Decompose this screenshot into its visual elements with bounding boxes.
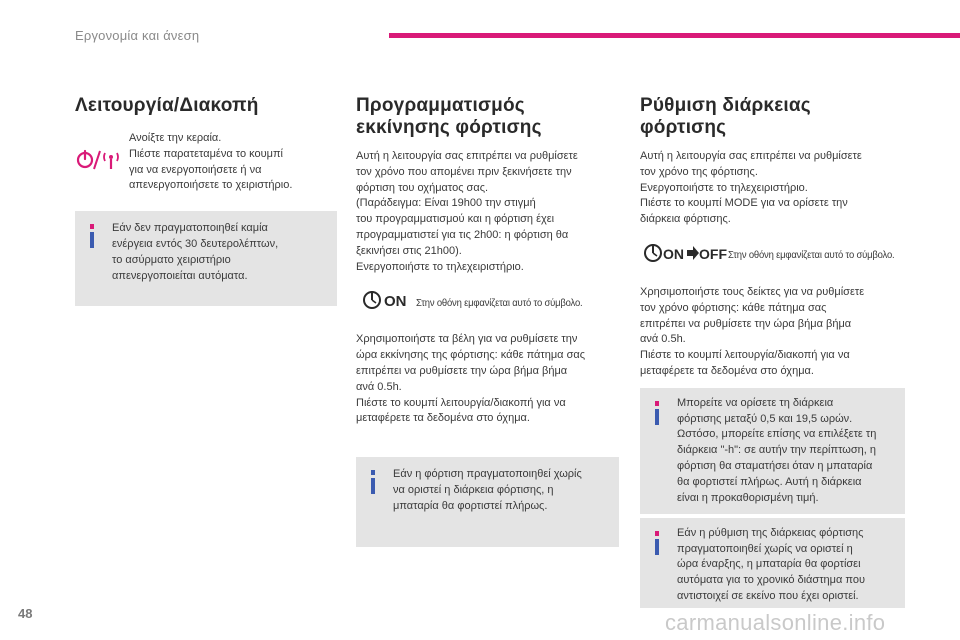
screen-symbol-row [362,289,619,316]
info-text-duration-range: Μπορείτε να ορίσετε τη διάρκεια φόρτισης μεταξύ 0,5 και 19,5 ωρών. Ωστόσο, μπορείτε επίσης να επιλέξετε τη διάρκεια "-h": σε αυτήν την περίπτωση, η φόρτιση θα σταματήσει όταν η μπαταρία θα φορτιστεί πλήρως. Αυτή η διάρκεια είναι η προκαθορισμένη τιμή. [677,396,877,504]
charge-duration-text-1: Αυτή η λειτουργία σας επιτρέπει να ρυθμίσετε τον χρόνο της φόρτισης. Ενεργοποιήστε το τηλεχειριστήριο. Πιέστε το κουμπί MODE για να ορίσετε την διάρκεια φόρτισης. [640,150,862,226]
info-box-auto-duration [640,518,905,608]
screen-symbol-label: Στην οθόνη εμφανίζεται αυτό το σύμβολο. [416,296,583,309]
svg-text:ON: ON [663,245,684,262]
section-title: Εργονομία και άνεση [75,28,200,43]
watermark: carmanualsonline.info [665,610,886,635]
header-accent-bar [389,33,960,38]
power-remote-icon [75,131,129,178]
heading-charge-start: Προγραμματισμός εκκίνησης φόρτισης [356,95,542,138]
heading-on-off: Λειτουργία/Διακοπή [75,95,259,116]
clock-power-on-icon [362,289,408,316]
info-box-full-charge [356,457,619,547]
info-text-auto-off: Εάν δεν πραγματοποιηθεί καμία ενέργεια εντός 30 δευτερολέπτων, το ασύρματο χειριστήριο απενεργοποιείται αυτόματα. [112,222,279,282]
charge-start-text-2: Χρησιμοποιήστε τα βέλη για να ρυθμίσετε την ώρα εκκίνησης της φόρτισης: κάθε πάτημα σας επιτρέπει να ρυθμίσετε την ώρα βήμα βήμα ανά 0.5h. Πιέστε το κουμπί λειτουργία/διακοπή για να μεταφέρετε τα δεδομένα στο όχημα. [356,333,586,425]
svg-text:OFF: OFF [699,245,727,262]
clock-on-off-icon [644,242,727,269]
info-text-full-charge: Εάν η φόρτιση πραγματοποιηθεί χωρίς να οριστεί η διάρκεια φόρτισης, η μπαταρία θα φορτιστεί πλήρως. [393,468,582,512]
heading-charge-duration: Ρύθμιση διάρκειας φόρτισης [640,95,811,138]
column-charge-duration [640,95,905,608]
info-icon [652,401,662,425]
charge-duration-text-2: Χρησιμοποιήστε τους δείκτες για να ρυθμίσετε τον χρόνο φόρτισης: κάθε πάτημα σας επιτρέπει να ρυθμίσετε την ώρα βήμα βήμα ανά 0.5h. Πιέστε το κουμπί λειτουργία/διακοπή για να μεταφέρετε τα δεδομένα στο όχημα. [640,285,865,377]
on-off-text: Ανοίξτε την κεραία. Πιέστε παρατεταμένα το κουμπί για να ενεργοποιήσετε ή να απενεργοποιήσετε το χειριστήριο. [129,132,293,192]
svg-text:ON: ON [384,293,407,311]
screen-symbol-row-duration [644,242,905,269]
column-charge-start [356,95,619,547]
page-number: 48 [18,606,33,621]
info-box-duration-range [640,388,905,514]
info-box-auto-off [75,211,337,306]
screen-symbol-label-duration: Στην οθόνη εμφανίζεται αυτό το σύμβολο. [728,249,895,262]
info-icon [652,531,662,555]
info-text-auto-duration: Εάν η ρύθμιση της διάρκειας φόρτισης πραγματοποιηθεί χωρίς να οριστεί η ώρα έναρξης, η μπαταρία θα φορτίσει αυτόματα για το χρονικό διάστημα που αντιστοιχεί σε εκείνο που έχει οριστεί. [677,526,865,602]
column-on-off [75,95,337,306]
info-icon [368,470,378,494]
charge-start-text-1: Αυτή η λειτουργία σας επιτρέπει να ρυθμίσετε τον χρόνο που απομένει πριν ξεκινήσετε την φόρτιση του οχήματος σας. (Παράδειγμα: Είναι 19h00 την στιγμή του προγραμματισμού και η φόρτιση έχει προγραμματιστεί για τις 2h00: η φόρτιση θα ξεκινήσει στις 21h00). Ενεργοποιήστε το τηλεχειριστήριο. [356,150,578,273]
info-icon [87,224,97,248]
